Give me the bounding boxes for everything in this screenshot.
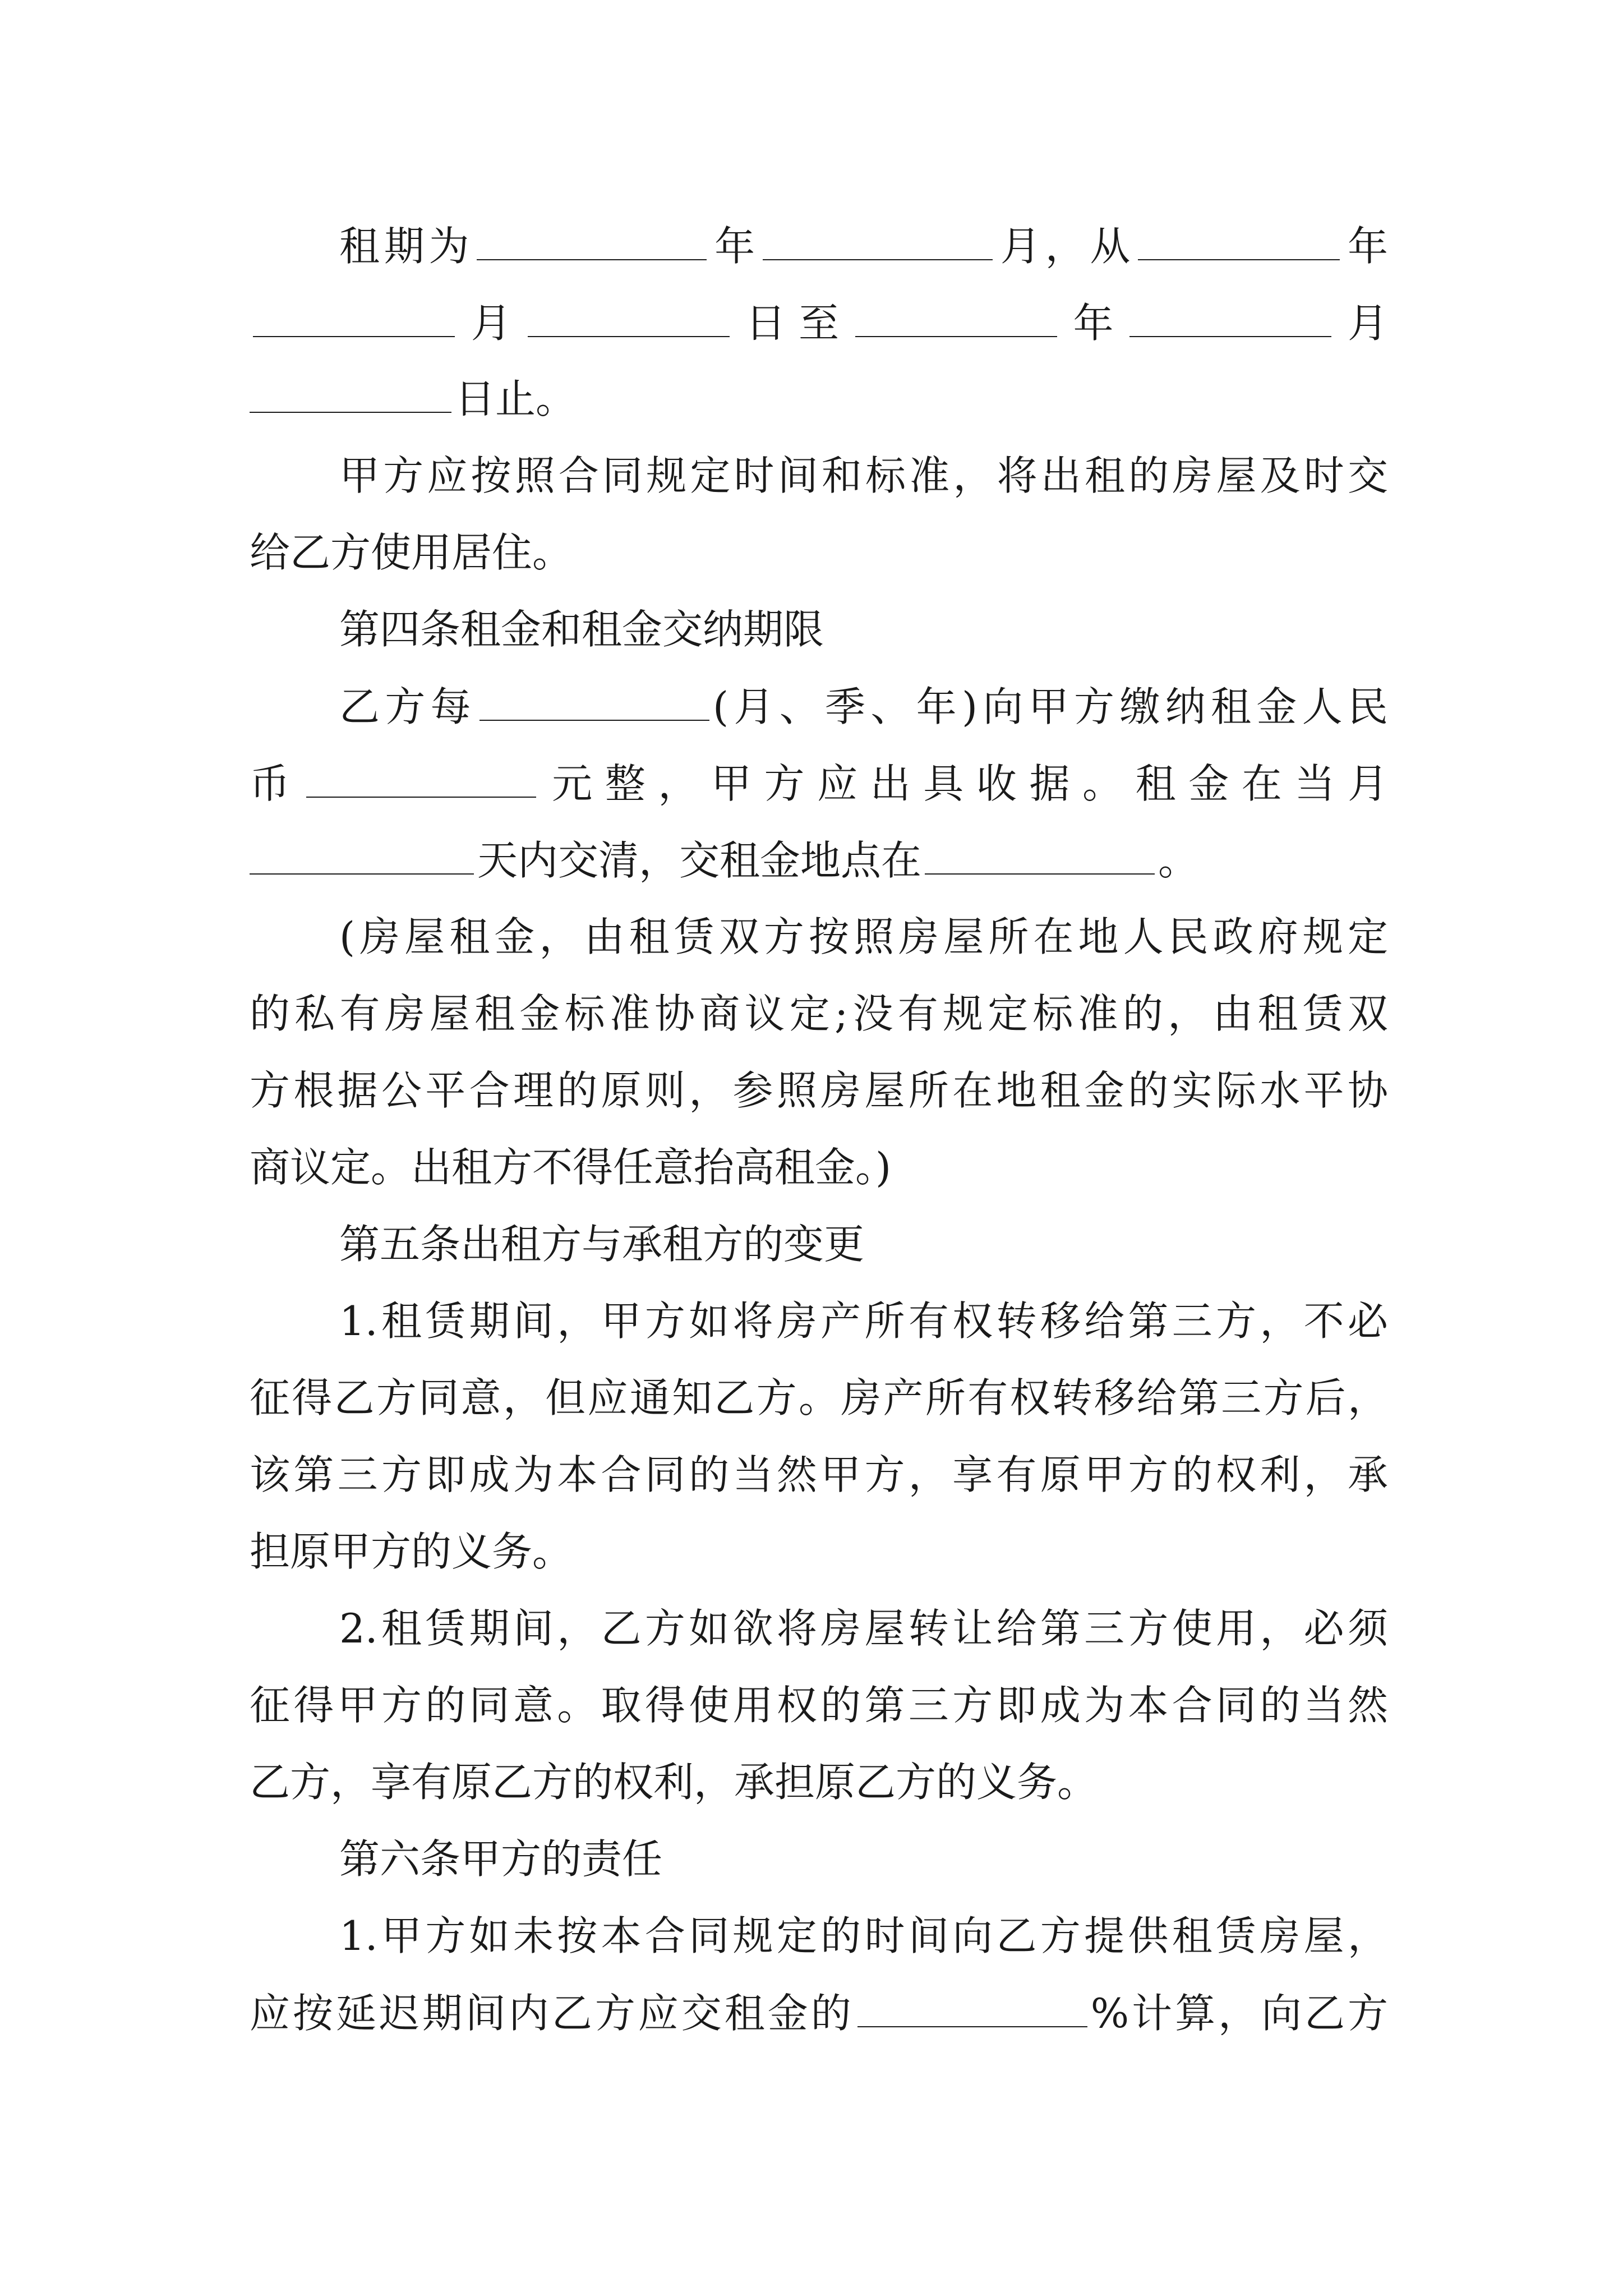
text: 年 [1060, 300, 1127, 347]
lessor-duty-line-2 [250, 1985, 1388, 2041]
rent-note-line-4: 商议定。出租方不得任意抬高租金。) [250, 1144, 892, 1191]
text: (月、季、年)向甲方缴纳租金人民 [712, 683, 1388, 730]
change-1-line-1: 1.租赁期间，甲方如将房产所有权转移给第三方，不必 [339, 1297, 1388, 1345]
text: 币 [250, 760, 303, 807]
blank-start-day[interactable] [528, 295, 730, 337]
change-2-line-1: 2.租赁期间，乙方如欲将房屋转让给第三方使用，必须 [339, 1605, 1388, 1652]
blank-start-month[interactable] [253, 295, 455, 337]
rent-line-2 [250, 755, 1388, 811]
blank-rent-amount[interactable] [306, 755, 536, 798]
rent-line-3 [250, 832, 1388, 888]
text: 月 [1335, 300, 1388, 347]
rent-note-line-1: (房屋租金，由租赁双方按照房屋所在地人民政府规定 [339, 913, 1388, 960]
text: 租期为 [339, 223, 474, 270]
text: 天内交清，交租金地点在 [477, 837, 922, 884]
article-5-heading: 第五条出租方与承租方的变更 [339, 1221, 865, 1268]
blank-pay-location[interactable] [925, 832, 1155, 875]
text: 乙方每 [339, 683, 476, 730]
rent-line-1 [339, 678, 1388, 734]
blank-end-day[interactable] [250, 370, 451, 413]
change-1-line-4: 担原甲方的义务。 [250, 1528, 573, 1575]
article-4-heading: 第四条租金和租金交纳期限 [339, 606, 824, 653]
lease-term-line-3 [250, 370, 1388, 426]
blank-months[interactable] [763, 218, 993, 260]
lessor-duty-line-1: 1.甲方如未按本合同规定的时间向乙方提供租赁房屋， [339, 1912, 1388, 1959]
rent-note-line-3: 方根据公平合理的原则，参照房屋所在地租金的实际水平协 [250, 1067, 1388, 1114]
text: 日至 [732, 300, 852, 347]
blank-start-year[interactable] [1138, 218, 1340, 260]
text: %计算，向乙方 [1090, 1990, 1388, 2037]
delivery-line-1: 甲方应按照合同规定时间和标准，将出租的房屋及时交 [339, 452, 1388, 499]
text: 。 [1158, 837, 1199, 884]
change-2-line-3: 乙方，享有原乙方的权利，承担原乙方的义务。 [250, 1759, 1098, 1806]
lease-term-line-1 [339, 218, 1388, 274]
lease-term-line-2 [250, 295, 1388, 351]
blank-years[interactable] [477, 218, 707, 260]
text: 年 [710, 223, 759, 270]
rent-note-line-2: 的私有房屋租金标准协商议定;没有规定标准的，由租赁双 [250, 990, 1388, 1037]
text: 月，从 [995, 223, 1135, 270]
blank-end-year[interactable] [855, 295, 1057, 337]
blank-penalty-percent[interactable] [857, 1985, 1087, 2027]
blank-end-month[interactable] [1129, 295, 1331, 337]
delivery-line-2: 给乙方使用居住。 [250, 529, 573, 576]
article-6-heading: 第六条甲方的责任 [339, 1835, 663, 1883]
blank-payment-period[interactable] [479, 678, 709, 721]
blank-pay-days[interactable] [250, 832, 474, 875]
change-1-line-2: 征得乙方同意，但应通知乙方。房产所有权转移给第三方后， [250, 1374, 1388, 1421]
text: 应按延迟期间内乙方应交租金的 [250, 1990, 854, 2037]
change-1-line-3: 该第三方即成为本合同的当然甲方，享有原甲方的权利，承 [250, 1451, 1388, 1498]
change-2-line-2: 征得甲方的同意。取得使用权的第三方即成为本合同的当然 [250, 1682, 1388, 1729]
text: 年 [1343, 223, 1388, 270]
text: 元整，甲方应出具收据。租金在当月 [539, 760, 1388, 807]
text: 月 [458, 300, 524, 347]
text: 日止。 [455, 375, 577, 422]
